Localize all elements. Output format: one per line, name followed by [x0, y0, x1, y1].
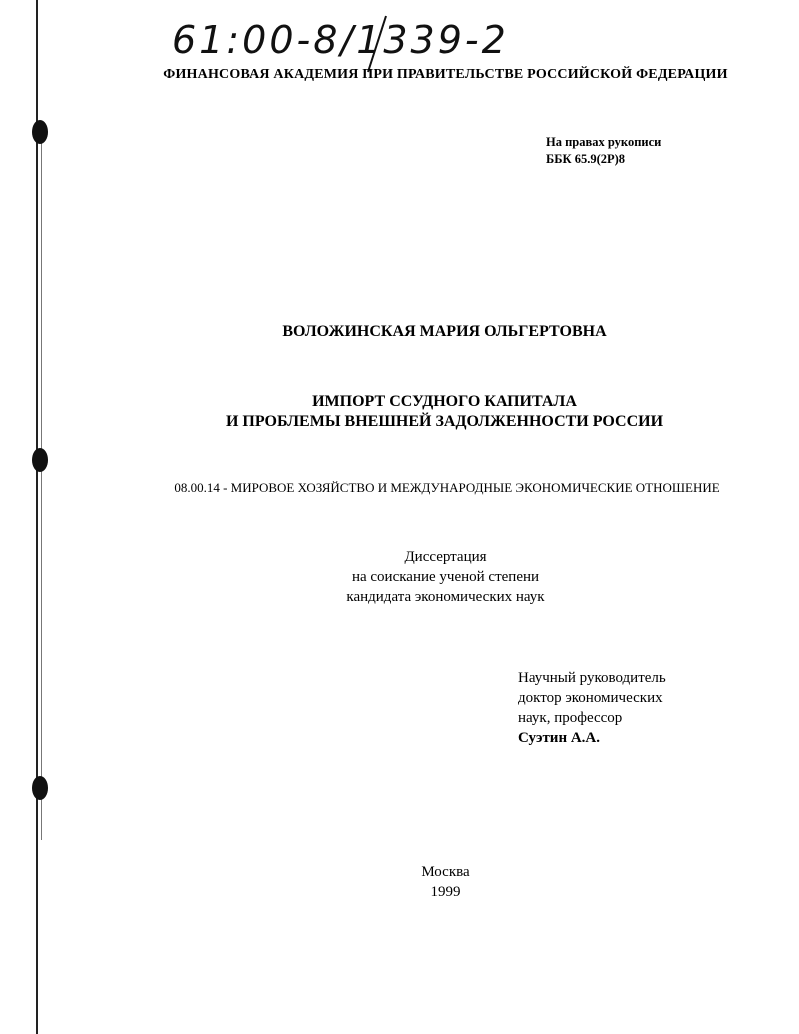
author-name: ВОЛОЖИНСКАЯ МАРИЯ ОЛЬГЕРТОВНА: [282, 323, 607, 340]
punch-hole: [32, 448, 48, 472]
city: Москва: [421, 864, 470, 880]
degree-line-1: Диссертация: [404, 549, 487, 565]
supervisor-degree: доктор экономических: [518, 690, 663, 706]
degree-statement: [0, 547, 799, 607]
manuscript-rights-block: [546, 134, 661, 168]
manuscript-rights-label: На правах рукописи: [546, 135, 662, 149]
punch-hole: [32, 120, 48, 144]
title-line-1: ИМПОРТ ССУДНОГО КАПИТАЛА: [312, 393, 577, 410]
city-year-footer: [0, 862, 799, 902]
supervisor-role: Научный руководитель: [518, 670, 666, 686]
institution-name: ФИНАНСОВАЯ АКАДЕМИЯ ПРИ ПРАВИТЕЛЬСТВЕ РОССИЙСКОЙ ФЕДЕРАЦИИ: [163, 67, 728, 82]
supervisor-title: наук, профессор: [518, 710, 623, 726]
degree-line-3: кандидата экономических наук: [346, 589, 545, 605]
year: 1999: [430, 884, 461, 900]
supervisor-name: Суэтин А.А.: [518, 730, 601, 746]
title-line-2: И ПРОБЛЕМЫ ВНЕШНЕЙ ЗАДОЛЖЕННОСТИ РОССИИ: [225, 413, 664, 430]
handwritten-archive-code: [172, 14, 552, 74]
supervisor-block: [518, 668, 666, 748]
bbk-classification: ББК 65.9(2Р)8: [546, 152, 626, 166]
specialty-code: 08.00.14 - МИРОВОЕ ХОЗЯЙСТВО И МЕЖДУНАРОДНЫЕ ЭКОНОМИЧЕСКИЕ ОТНОШЕНИЕ: [174, 480, 720, 495]
handwritten-code-text: 61:00-8/1339-2: [172, 18, 509, 62]
dissertation-title: [0, 392, 799, 432]
punch-hole: [32, 776, 48, 800]
degree-line-2: на соискание ученой степени: [351, 569, 540, 585]
